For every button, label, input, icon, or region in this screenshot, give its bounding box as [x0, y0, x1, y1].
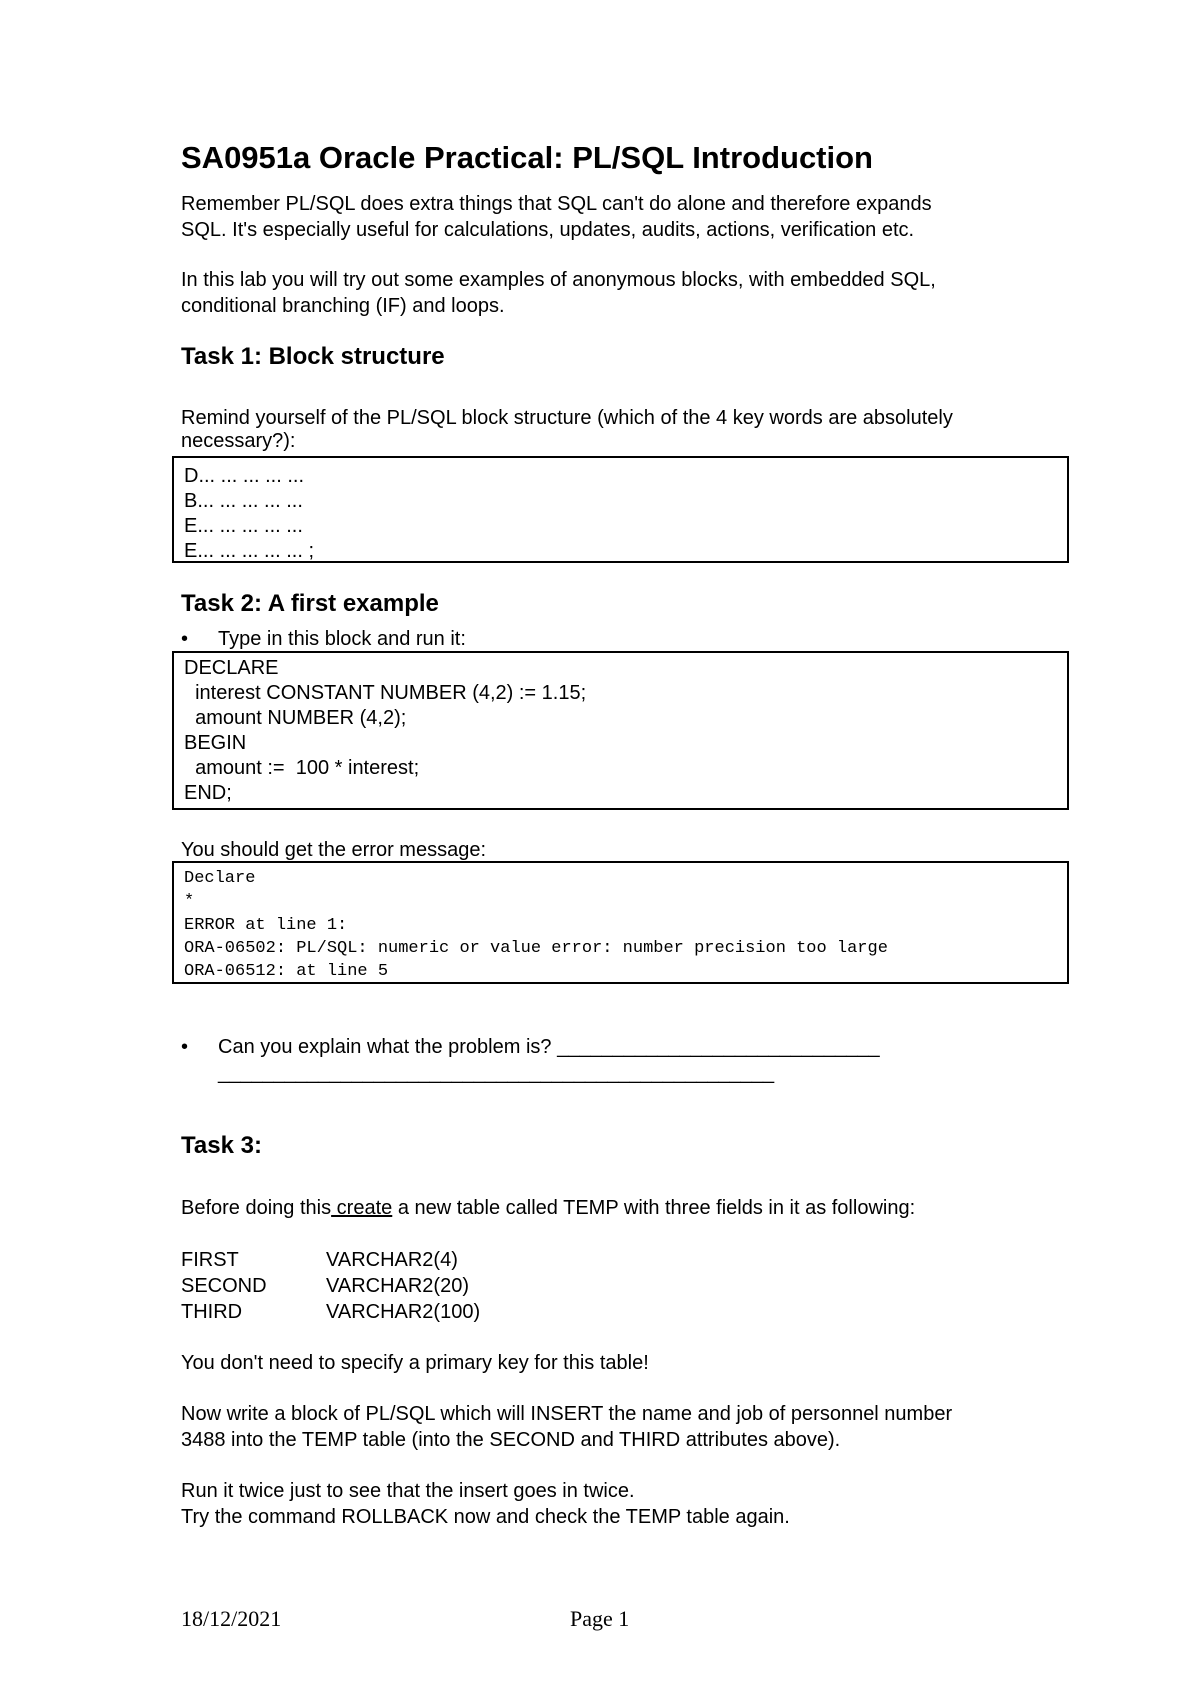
block-keyword-line: B... ... ... ... ...: [184, 490, 303, 512]
field-type: VARCHAR2(20): [326, 1275, 469, 1297]
task2-bullet-2: [181, 1034, 1081, 1094]
error-message-box: [172, 861, 1069, 984]
task3-intro: [181, 1195, 1081, 1221]
task3-intro-after: a new table called TEMP with three fields in it as following:: [392, 1197, 916, 1219]
block-keyword-line: E... ... ... ... ...: [184, 515, 303, 537]
task1-text-line1: Remind yourself of the PL/SQL block structure (which of the 4 key words are absolutely: [181, 407, 953, 429]
intro-p1-line2: SQL. It's especially useful for calculations, updates, audits, actions, verification etc.: [181, 219, 915, 241]
task3-intro-create: create: [331, 1197, 393, 1219]
code-line: amount NUMBER (4,2);: [184, 707, 407, 729]
code-line: END;: [184, 782, 232, 804]
bullet-icon: •: [181, 628, 189, 650]
field-type: VARCHAR2(100): [326, 1301, 481, 1323]
task3-note: You don't need to specify a primary key for this table!: [181, 1352, 649, 1374]
task3-write-instruction: [181, 1401, 1081, 1453]
task3-run-instruction: [181, 1478, 1081, 1530]
field-type: VARCHAR2(4): [326, 1249, 458, 1271]
error-line: ERROR at line 1:: [184, 915, 348, 935]
page-title: SA0951a Oracle Practical: PL/SQL Introduction: [181, 140, 873, 175]
error-line: *: [184, 892, 195, 912]
intro-paragraph-2: [181, 267, 1081, 319]
task3-run-line2: Try the command ROLLBACK now and check the TEMP table again.: [181, 1506, 790, 1528]
error-line: Declare: [184, 869, 256, 888]
error-intro-text: You should get the error message:: [181, 839, 487, 861]
code-line: amount := 100 * interest;: [184, 757, 420, 779]
task3-run-line1: Run it twice just to see that the insert goes in twice.: [181, 1480, 635, 1502]
task2-bullet-1-text: Type in this block and run it:: [218, 628, 466, 650]
task3-write-line1: Now write a block of PL/SQL which will INSERT the name and job of personnel number: [181, 1403, 953, 1425]
task1-text: [181, 405, 1081, 454]
task1-text-line2: necessary?):: [181, 430, 296, 452]
footer-date: 18/12/2021: [181, 1606, 282, 1631]
task2-heading: Task 2: A first example: [181, 590, 439, 617]
task2-bullet-2-text: Can you explain what the problem is? _____________________________: [218, 1036, 880, 1058]
bullet-icon: •: [181, 1036, 189, 1058]
task3-write-line2: 3488 into the TEMP table (into the SECOND and THIRD attributes above).: [181, 1429, 841, 1451]
code-line: DECLARE: [184, 657, 279, 679]
field-name: THIRD: [181, 1301, 243, 1323]
block-keyword-line: D... ... ... ... ...: [184, 465, 305, 487]
block-keyword-line: E... ... ... ... ... ;: [184, 540, 315, 562]
block-structure-box: [172, 456, 1069, 563]
task3-intro-before: Before doing this: [181, 1197, 332, 1219]
task2-bullet-2-answer-line: __________________________________________________: [218, 1062, 775, 1084]
intro-p2-line1: In this lab you will try out some examples of anonymous blocks, with embedded SQL,: [181, 269, 936, 291]
intro-p1-line1: Remember PL/SQL does extra things that SQL can't do alone and therefore expands: [181, 193, 932, 215]
error-line: ORA-06512: at line 5: [184, 962, 389, 982]
code-line: interest CONSTANT NUMBER (4,2) := 1.15;: [184, 682, 587, 704]
code-block-box: [172, 651, 1069, 810]
task1-heading: Task 1: Block structure: [181, 343, 445, 370]
intro-paragraph-1: [181, 191, 1081, 243]
intro-p2-line2: conditional branching (IF) and loops.: [181, 295, 505, 317]
task3-heading: Task 3:: [181, 1132, 262, 1159]
code-line: BEGIN: [184, 732, 247, 754]
field-name: SECOND: [181, 1275, 267, 1297]
footer-page-number: Page 1: [570, 1606, 630, 1631]
error-line: ORA-06502: PL/SQL: numeric or value error: number precision too large: [184, 938, 888, 958]
field-name: FIRST: [181, 1249, 239, 1271]
